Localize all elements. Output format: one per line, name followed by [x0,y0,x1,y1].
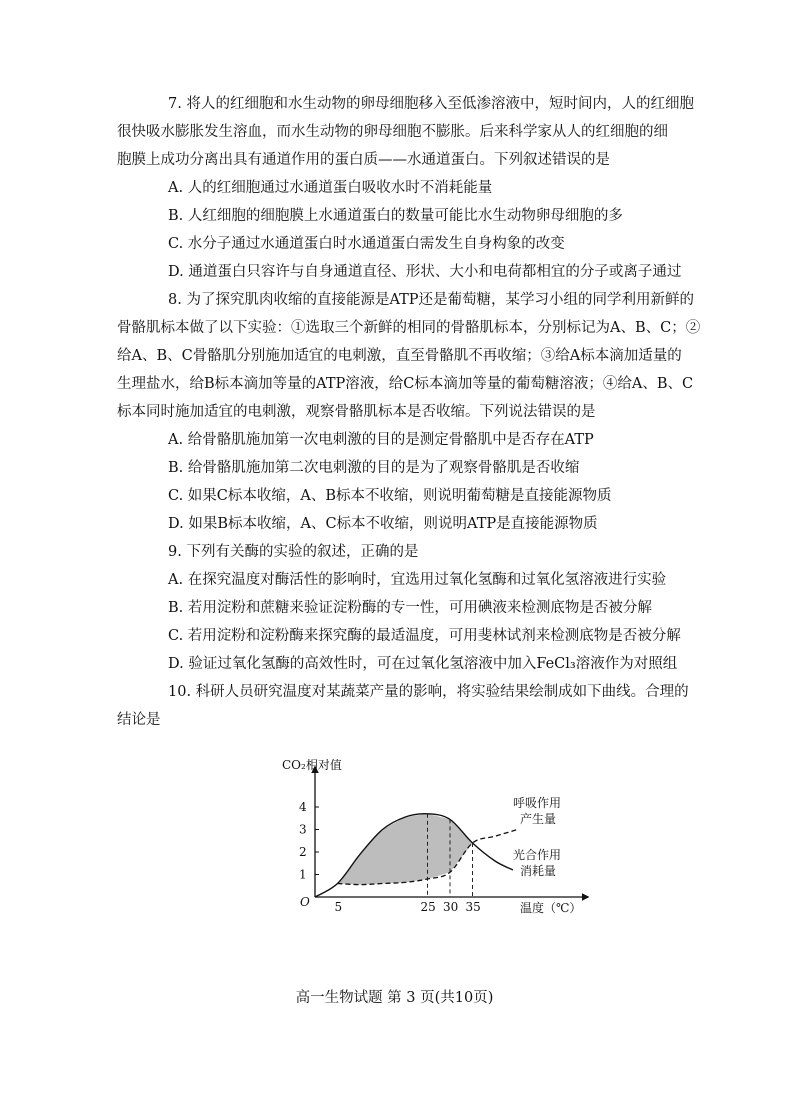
x-tick-label-30: 30 [443,900,459,914]
q7-option-c: C. 水分子通过水通道蛋白时水通道蛋白需发生自身构象的改变 [168,236,565,252]
x-tick-label-35: 35 [465,900,481,914]
q10-line-2: 结论是 [117,712,161,728]
q7-option-d: D. 通道蛋白只容许与自身通道直径、形状、大小和电荷都相宜的分子或离子通过 [168,264,682,280]
origin-label: O [300,895,310,909]
q9-option-d: D. 验证过氧化氢酶的高效性时，可在过氧化氢溶液中加入FeCl₃溶液作为对照组 [168,656,678,672]
q9-option-b: B. 若用淀粉和蔗糖来验证淀粉酶的专一性，可用碘液来检测底物是否被分解 [168,600,652,616]
q9-option-c: C. 若用淀粉和淀粉酶来探究酶的最适温度，可用斐林试剂来检测底物是否被分解 [168,628,681,644]
y-axis-label: CO₂相对值 [282,758,342,772]
co2-temperature-chart [270,755,600,920]
q8-line-4: 生理盐水，给B标本滴加等量的ATP溶液，给C标本滴加等量的葡萄糖溶液；④给A、B、C [117,376,694,392]
photosynthesis-label-line-1: 光合作用 [513,848,562,862]
q8-line-3: 给A、B、C骨骼肌分别施加适宜的电刺激，直至骨骼肌不再收缩；③给A标本滴加适量的 [117,348,682,364]
respiration-label-line-1: 呼吸作用 [513,796,562,810]
x-tick-label-5: 5 [334,900,343,914]
y-tick-label-3: 3 [299,822,307,837]
q8-line-2: 骨骼肌标本做了以下实验：①选取三个新鲜的相同的骨骼肌标本，分别标记为A、B、C；② [117,320,701,336]
q7-option-a: A. 人的红细胞通过水通道蛋白吸收水时不消耗能量 [168,180,493,196]
q8-option-c: C. 如果C标本收缩，A、B标本不收缩，则说明葡萄糖是直接能源物质 [168,488,612,504]
y-tick-label-4: 4 [299,800,307,814]
y-tick-label-1: 1 [299,867,307,882]
respiration-label-line-2: 产生量 [520,812,557,826]
photosynthesis-label-line-2: 消耗量 [520,864,557,878]
q10-line-1: 10. 科研人员研究温度对某蔬菜产量的影响，将实验结果绘制成如下曲线。合理的 [168,684,689,700]
q8-option-b: B. 给骨骼肌施加第二次电刺激的目的是为了观察骨骼肌是否收缩 [168,460,580,476]
x-axis-label: 温度（℃） [520,901,582,915]
q7-option-b: B. 人红细胞的细胞膜上水通道蛋白的数量可能比水生动物卵母细胞的多 [168,208,623,224]
q7-line-2: 很快吸水膨胀发生溶血，而水生动物的卵母细胞不膨胀。后来科学家从人的红细胞的细 [117,124,668,140]
q9-line-1: 9. 下列有关酶的实验的叙述，正确的是 [168,544,419,560]
q8-option-a: A. 给骨骼肌施加第一次电刺激的目的是测定骨骼肌中是否存在ATP [168,432,594,448]
q8-line-5: 标本同时施加适宜的电刺激，观察骨骼肌标本是否收缩。下列说法错误的是 [117,404,596,420]
q7-line-3: 胞膜上成功分离出具有通道作用的蛋白质——水通道蛋白。下列叙述错误的是 [117,152,610,168]
q8-option-d: D. 如果B标本收缩，A、C标本不收缩，则说明ATP是直接能源物质 [168,516,598,532]
shaded-region [338,814,473,885]
y-tick-label-2: 2 [299,845,307,859]
q7-line-1: 7. 将人的红细胞和水生动物的卵母细胞移入至低渗溶液中，短时间内，人的红细胞 [168,96,694,112]
page-footer: 高一生物试题 第 3 页(共10页) [295,990,494,1006]
q9-option-a: A. 在探究温度对酶活性的影响时，宜选用过氧化氢酶和过氧化氢溶液进行实验 [168,572,667,588]
x-tick-label-25: 25 [420,900,436,914]
q8-line-1: 8. 为了探究肌肉收缩的直接能源是ATP还是葡萄糖，某学习小组的同学利用新鲜的 [168,292,695,308]
